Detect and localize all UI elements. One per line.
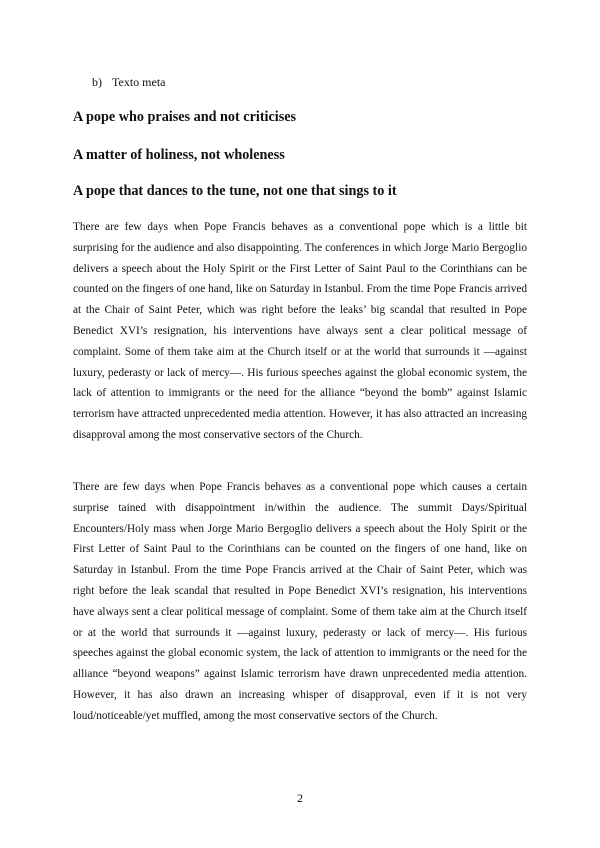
paragraph-first-version: There are few days when Pope Francis behaves as a conventional pope which is a little bit surprising for the audience and also disappointing. The conferences in which Jorge Mario Bergoglio delivers a speech about the Holy Spirit or the First Letter of Saint Paul to the Corinthians can be counted on the fingers of one hand, like on Saturday in Istanbul. From the time Pope Francis arrived at the Chair of Saint Peter, which was right before the leaks’ big scandal that resulted in Pope Benedict XVI’s resignation, his interventions have always sent a clear political message of complaint. Some of them take aim at the Church itself or at the world that surrounds it —against luxury, pederasty or lack of mercy—. His furious speeches against the global economic system, the lack of attention to immigrants or the need for the alliance “beyond the bomb” against Islamic terrorism have attracted unprecedented media attention. However, it has also attracted an increasing disapproval among the most conservative sectors of the Church.: [73, 221, 527, 441]
heading-pope-who-praises: A pope who praises and not criticises: [73, 109, 297, 125]
heading-pope-that-dances: A pope that dances to the tune, not one that sings to it: [73, 183, 397, 199]
page-number: 2: [297, 791, 303, 805]
paragraph-second-version: There are few days when Pope Francis behaves as a conventional pope which causes a certain surprise tained with disappointment in/within the audience. The summit Days/Spiritual Encounters/Holy mass when Jorge Mario Bergoglio delivers a speech about the Holy Spirit or the First Letter of Saint Paul to the Corinthians can be counted on the fingers of one hand, like on Saturday in Istanbul. From the time Pope Francis arrived at the Chair of Saint Peter, which was right before the leak scandal that resulted in Pope Benedict XVI’s resignation, his interventions have always sent a clear political message of complaint. Some of them take aim at the Church itself or at the world that surrounds it —against luxury, pederasty or lack of mercy—. His furious speeches against the global economic system, the lack of attention to immigrants or the need for the alliance “beyond weapons” against Islamic terrorism have drawn unprecedented media attention. However, it has also drawn an increasing whisper of disapproval, even if it is not very loud/noticeable/yet muffled, among the most conservative sectors of the Church.: [73, 481, 527, 722]
list-marker: b): [92, 75, 102, 89]
list-item-texto-meta: [92, 74, 165, 90]
heading-matter-of-holiness: A matter of holiness, not wholeness: [73, 147, 285, 163]
list-item-text: Texto meta: [112, 75, 166, 89]
